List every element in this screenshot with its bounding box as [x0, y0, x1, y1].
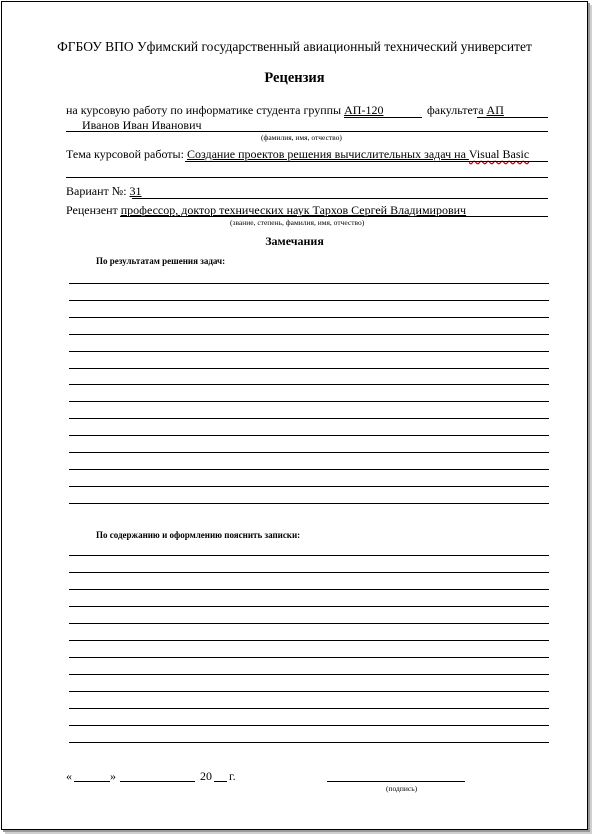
topic-label: Тема курсовой работы: — [66, 147, 187, 161]
variant-line — [66, 184, 142, 199]
name-caption: (фамилия, имя, отчество) — [261, 133, 342, 142]
remarks-blank-line — [69, 384, 549, 385]
variant-value: 31 — [129, 184, 142, 198]
remarks-blank-line — [69, 452, 549, 453]
remarks-blank-line — [69, 623, 549, 624]
remarks-blank-line — [69, 572, 549, 573]
remarks-blank-line — [69, 300, 549, 301]
remarks-blank-line — [69, 606, 549, 607]
remarks-title: Замечания — [265, 234, 324, 248]
remarks-blank-line — [69, 555, 549, 556]
remarks-blank-line — [69, 486, 549, 487]
date-open-quote: « — [66, 769, 72, 783]
university-name: ФГБОУ ВПО Уфимский государственный авиационный технический университет — [57, 39, 532, 54]
remarks-blank-line — [69, 401, 549, 402]
remarks-blank-line — [69, 368, 549, 369]
date-year-prefix: 20 — [200, 769, 212, 783]
remarks-blank-line — [69, 503, 549, 504]
remarks-blank-line — [69, 283, 549, 284]
topic-value: Создание проектов решения вычислительных задач на — [186, 147, 469, 161]
reviewer-underline — [120, 216, 548, 217]
signature-line — [327, 781, 465, 782]
remarks-blank-line — [69, 469, 549, 470]
date-year-blank — [214, 781, 227, 782]
reviewer-caption: (звание, степень, фамилия, имя, отчество) — [230, 218, 365, 227]
student-line-prefix: на курсовую работу по информатике студента группы — [66, 103, 345, 117]
remarks-blank-line — [69, 691, 549, 692]
student-name: Иванов Иван Иванович — [82, 118, 202, 132]
remarks-blank-line — [69, 351, 549, 352]
remarks-blank-line — [69, 418, 549, 419]
remarks-blank-line — [69, 435, 549, 436]
document-title: Рецензия — [264, 70, 325, 86]
reviewer-label: Рецензент — [66, 203, 121, 217]
date-close-quote: » — [110, 769, 116, 783]
faculty-field — [427, 103, 504, 118]
remarks-blank-line — [69, 742, 549, 743]
group-underline — [344, 117, 422, 118]
faculty-value: АП — [486, 103, 504, 117]
remarks-blank-line — [69, 725, 549, 726]
remarks-blank-line — [69, 657, 549, 658]
date-year-suffix: г. — [229, 769, 236, 783]
faculty-label: факультета — [427, 103, 487, 117]
variant-underline — [132, 198, 548, 199]
remarks-blank-line — [69, 708, 549, 709]
reviewer-value: профессор, доктор технических наук Тархов Сергей Владимирович — [120, 203, 467, 217]
remarks-section-content: По содержанию и оформлению пояснить записки: — [96, 530, 301, 540]
remarks-blank-line — [69, 674, 549, 675]
student-line — [66, 103, 383, 118]
remarks-blank-line — [69, 640, 549, 641]
name-underline — [66, 131, 548, 132]
faculty-underline — [477, 117, 548, 118]
remarks-blank-line — [69, 334, 549, 335]
topic-line — [66, 147, 529, 162]
date-day-blank — [74, 781, 110, 782]
group-value: АП-120 — [344, 103, 384, 117]
topic-underline — [185, 161, 548, 162]
date-month-blank — [120, 781, 195, 782]
remarks-blank-line — [69, 317, 549, 318]
signature-caption: (подпись) — [386, 784, 418, 793]
variant-label: Вариант №: — [66, 184, 130, 198]
document-page — [1, 1, 588, 830]
remarks-section-results: По результатам решения задач: — [96, 256, 226, 266]
topic-value-end: Visual Basic — [468, 147, 530, 161]
topic-extra-line — [66, 177, 548, 178]
remarks-blank-line — [69, 589, 549, 590]
